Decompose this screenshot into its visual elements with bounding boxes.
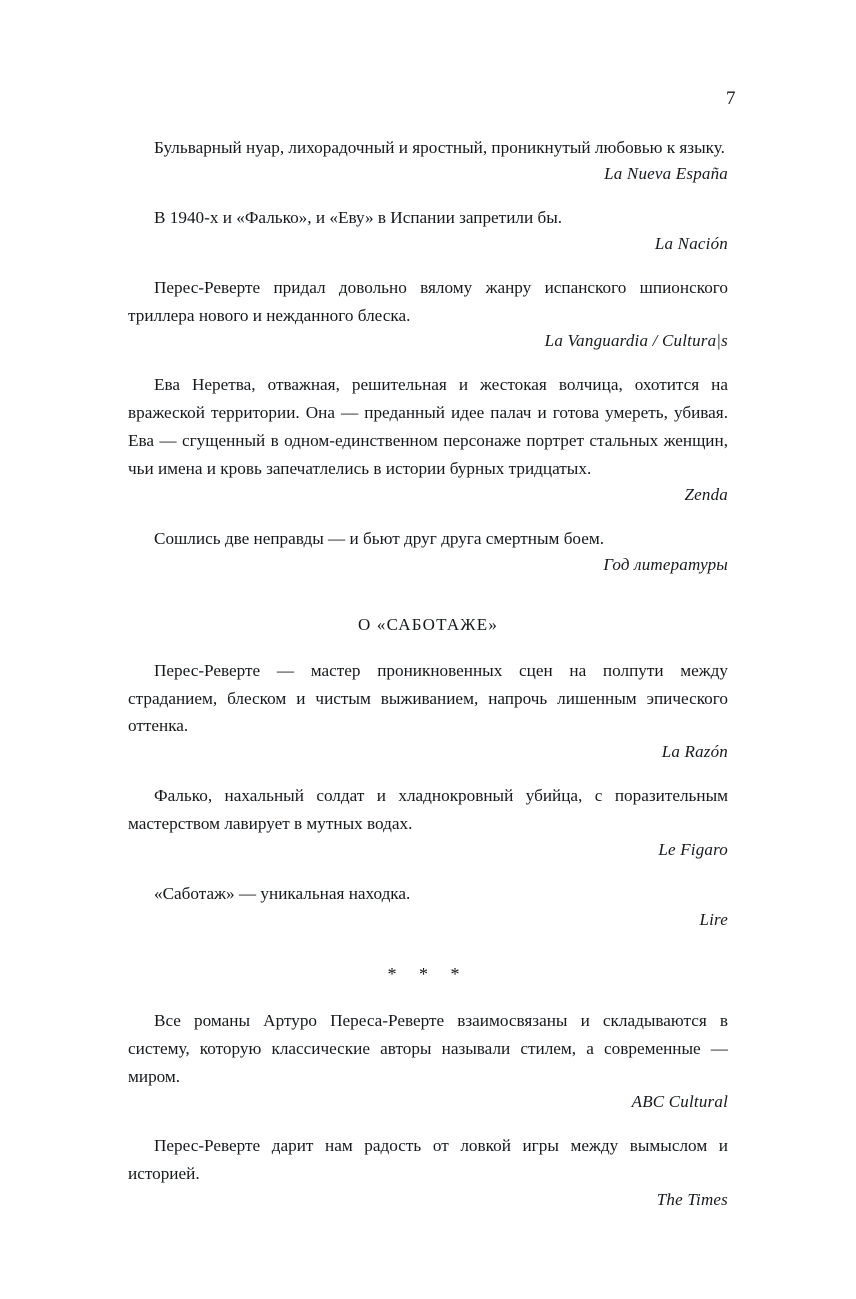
quote-source: The Times xyxy=(656,1190,728,1210)
quote-text: Перес‑Реверте придал довольно вялому жанру испанского шпионского триллера нового и нежданного блеска. xyxy=(128,277,728,325)
quote-source: ABC Cultural xyxy=(631,1092,728,1112)
quote-source: Lire xyxy=(699,909,728,929)
page-content xyxy=(128,134,728,1230)
quote-block xyxy=(128,782,728,860)
quote-block xyxy=(128,657,728,763)
quote-text: Перес‑Реверте — мастер проникновенных сцен на полпути между страданием, блеском и чистым выживанием, напрочь лишенным эпического оттенка. xyxy=(128,660,728,736)
quote-block xyxy=(128,274,728,352)
page-number: 7 xyxy=(726,88,736,109)
quote-source: La Nueva España xyxy=(604,163,728,183)
quote-block xyxy=(128,371,728,504)
quote-text: Сошлись две неправды — и бьют друг друга смертным боем. xyxy=(154,528,605,548)
quote-source: Год литературы xyxy=(603,554,728,574)
quote-text: «Саботаж» — уникальная находка. xyxy=(154,884,411,904)
quote-text: Ева Неретва, отважная, решительная и жестокая волчица, охотится на вражеской территории. Она — преданный идее палач и готова умереть, убивая. Ева — сгущенный в одном‑единственном персонаже портрет стальных женщин, чьи имена и кровь запечатлелись в истории бурных тридцатых. xyxy=(128,375,728,479)
quote-source: Le Figaro xyxy=(658,840,728,860)
quote-block xyxy=(128,880,728,930)
quote-text: Фалько, нахальный солдат и хладнокровный убийца, с поразительным мастерством лавирует в мутных водах. xyxy=(128,786,728,834)
quote-block xyxy=(128,204,728,254)
quote-source: La Nación xyxy=(654,233,728,253)
section-heading: О «САБОТАЖЕ» xyxy=(357,614,499,634)
quote-block xyxy=(128,1007,728,1113)
quote-text: Перес‑Реверте дарит нам радость от ловкой игры между вымыслом и историей. xyxy=(128,1136,728,1184)
quote-text: Все романы Артуро Переса‑Реверте взаимосвязаны и складываются в систему, которую классические авторы называли стилем, а современные — миром. xyxy=(128,1010,728,1086)
quote-block xyxy=(128,1132,728,1210)
quote-source: Zenda xyxy=(684,484,728,504)
quote-text: В 1940‑х и «Фалько», и «Еву» в Испании запретили бы. xyxy=(154,207,563,227)
quote-text: Бульварный нуар, лихорадочный и яростный, проникнутый любовью к языку. xyxy=(154,138,725,157)
quote-source: La Razón xyxy=(661,742,728,762)
quote-block xyxy=(128,134,728,184)
quote-block xyxy=(128,525,728,575)
section-divider-stars: * * * xyxy=(387,963,469,984)
quote-source: La Vanguardia / Cultura|s xyxy=(544,331,728,351)
